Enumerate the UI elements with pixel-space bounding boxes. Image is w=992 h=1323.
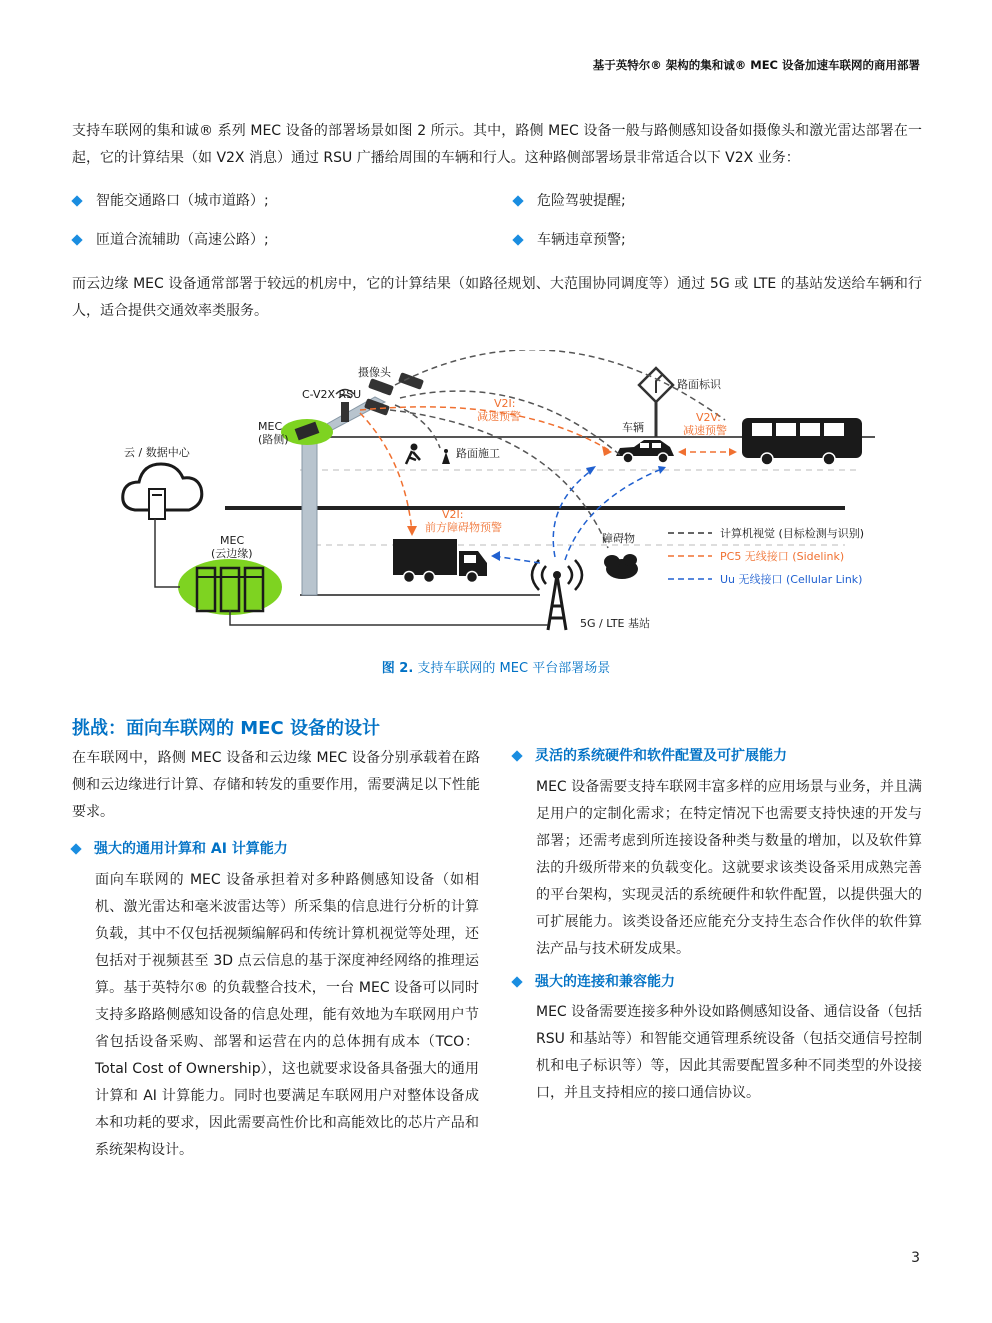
pc5-links [360,407,735,532]
bullet-icon [71,195,82,206]
right-subheading-2 [513,972,675,992]
pole [302,435,317,595]
intro-paragraph-1: 支持车联网的集和诚® 系列 MEC 设备的部署场景如图 2 所示。其中，路侧 MEC 设备一般与路侧感知设备如摄像头和激光雷达部署在一起，它的计算结果（如 V2X 消息）通过 RSU 广播给周围的车辆和行人。这种路侧部署场景非常适合以下 V2X 业务： [72,123,922,166]
legend-label-cv: 计算机视觉 (目标检测与识别) [720,527,865,540]
deployment-diagram [100,350,890,640]
label-mec-cloud-sub: (云边缘) [211,547,253,560]
bus-icon [742,418,862,465]
obstacle-icon [604,554,638,579]
label-mec-roadside: MEC [258,420,283,433]
label-obstacle: 障碍物 [602,532,635,545]
cloud-icon [123,464,202,519]
right-subheading-2-text: 强大的连接和兼容能力 [535,974,675,990]
label-datacenter: 云 / 数据中心 [124,446,190,459]
left-body: 面向车联网的 MEC 设备承担着对多种路侧感知设备（如相机、激光雷达和毫米波雷达等）所采集的信息进行分析的计算负载，其中不仅包括视频编解码和传统计算机视觉等处理，还包括对于视频甚至 3D 点云信息的基于深度神经网络的推理运算。基于英特尔® 的负载整合技术，一台 MEC 设备可以同时支持多路路侧感知设备的信息处理，能有效地为车联网用户节省包括设备采购、部署和运营在内的总体拥有成本（TCO：Total Cost of Ownership），这也就要求设备具备强大的通用计算和 AI 计算能力。同时也要满足车联网用户对整体设备成本和功耗的要求，因此需要高性价比和高能效比的芯片产品和系统架构设计。 [95,872,479,1158]
label-mec-roadside-sub: (路侧) [258,433,289,446]
legend-label-uu: Uu 无线接口 (Cellular Link) [720,573,863,586]
list-item [72,230,269,250]
cv-links [390,350,725,548]
bullet-icon [512,234,523,245]
right-subheading-1 [513,746,787,766]
label-v2v: V2V: [696,411,721,424]
label-road-sign: 路面标识 [677,378,721,391]
bullet-icon [71,234,82,245]
label-camera: 摄像头 [358,366,391,379]
right-subheading-1-text: 灵活的系统硬件和软件配置及可扩展能力 [535,748,787,764]
right-body-2: MEC 设备需要连接多种外设如路侧感知设备、通信设备（包括 RSU 和基站等）和智能交通管理系统设备（包括交通信号控制机和电子标识等）等，因此其需要配置多种不同类型的外设接口，并且支持相应的接口通信协议。 [536,1004,922,1101]
label-v2v-sub: 减速预警 [683,424,727,437]
section-title: 挑战：面向车联网的 MEC 设备的设计 [72,718,380,739]
truck-icon [393,539,487,583]
bullet-text: 车辆违章预警; [537,232,626,248]
intro-paragraph-2: 而云边缘 MEC 设备通常部署于较远的机房中，它的计算结果（如路径规划、大范围协同调度等）通过 5G 或 LTE 的基站发送给车辆和行人，适合提供交通效率类服务。 [72,276,922,319]
car-icon [616,440,674,463]
label-vehicle: 车辆 [622,421,644,434]
list-item [513,191,626,211]
rsu-icon [341,402,349,422]
label-v2i-bottom: V2I: [442,508,464,521]
label-mec-cloud: MEC [220,534,245,547]
left-subheading-text: 强大的通用计算和 AI 计算能力 [94,841,288,857]
construction-icon [406,444,450,465]
wire-cloud-mec [155,519,180,587]
page-header: 基于英特尔® 架构的集和诚® MEC 设备加速车联网的商用部署 [592,58,920,72]
legend [668,526,864,586]
label-v2i-top-sub: 减速预警 [477,410,521,423]
left-intro: 在车联网中，路侧 MEC 设备和云边缘 MEC 设备分别承载着在路侧和云边缘进行计算、存储和转发的重要作用，需要满足以下性能要求。 [72,750,480,820]
bullet-text: 智能交通路口（城市道路）; [96,193,269,209]
figure-caption-number: 图 2. [381,661,414,676]
bullet-icon [511,976,522,987]
label-construction: 路面施工 [456,447,500,460]
left-subheading [72,839,288,859]
bullet-icon [70,843,81,854]
bullet-icon [512,195,523,206]
list-item [72,191,269,211]
bullet-text: 匝道合流辅助（高速公路）; [96,232,269,248]
label-v2i-bottom-sub: 前方障碍物预警 [425,521,502,534]
list-item [513,230,626,250]
page-number: 3 [911,1250,920,1266]
legend-label-pc5: PC5 无线接口 (Sidelink) [720,550,845,563]
figure-caption [0,657,992,676]
bullet-text: 危险驾驶提醒; [537,193,626,209]
label-rsu: C-V2X RSU [302,388,362,401]
uu-links [494,468,664,563]
figure-caption-text: 支持车联网的 MEC 平台部署场景 [413,661,611,676]
bullet-icon [511,750,522,761]
label-base-station: 5G / LTE 基站 [580,617,651,630]
right-body-1: MEC 设备需要支持车联网丰富多样的应用场景与业务，并且满足用户的定制化需求；在特定情况下也需要支持快速的开发与部署；还需考虑到所连接设备种类与数量的增加，以及软件算法的升级所带来的负载变化。这就要求该类设备采用成熟完善的平台架构，实现灵活的系统硬件和软件配置，以提供强大的可扩展能力。该类设备还应能充分支持生态合作伙伴的软件算法产品与技术研发成果。 [536,779,922,957]
wire-mec-basestation [230,610,548,625]
label-v2i-top: V2I: [494,397,516,410]
